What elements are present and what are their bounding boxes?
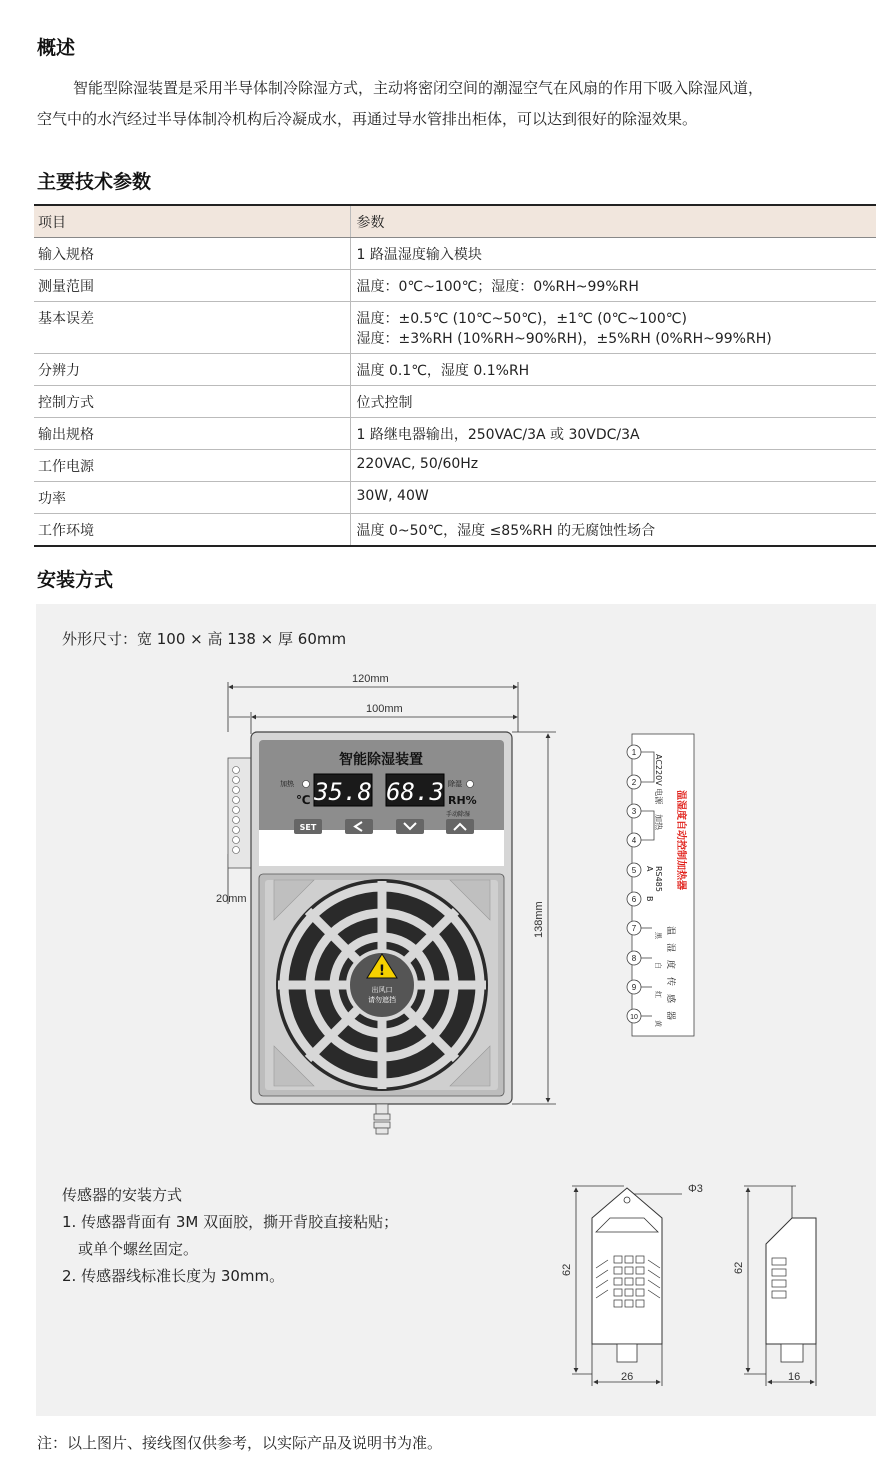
spec-item: 分辨力 — [34, 354, 350, 386]
overview-line-1: 智能型除湿装置是采用半导体制冷除湿方式，主动将密闭空间的潮湿空气在风扇的作用下吸入除湿风道， — [73, 79, 764, 97]
heater-label: 加热 — [654, 814, 663, 830]
sensor-width-1: 26 — [621, 1371, 634, 1383]
spec-param: 1 路温湿度输入模块 — [350, 238, 876, 270]
sensor-wiring-label: 温湿度传感器 — [665, 926, 675, 1029]
drain-pipe — [374, 1104, 390, 1134]
wire-color-4: 黄 — [654, 1020, 662, 1027]
sensor-install-item-1b: 或单个螺丝固定。 — [78, 1240, 199, 1258]
dehum-label: 除湿 — [448, 780, 462, 788]
terminal-1: 1 — [631, 748, 637, 757]
spec-item: 基本误差 — [34, 302, 350, 354]
temp-unit: ℃ — [296, 793, 311, 807]
dim-20: 20mm — [216, 893, 247, 905]
spec-param: 220VAC, 50/60Hz — [350, 450, 876, 482]
table-row — [34, 302, 876, 354]
heat-led-icon — [303, 781, 310, 788]
spec-item: 输出规格 — [34, 418, 350, 450]
terminal-10: 10 — [630, 1014, 638, 1021]
set-button[interactable] — [294, 819, 322, 834]
wire-color-2: 白 — [654, 962, 662, 969]
spec-param-line-1: 温度：±0.5℃ (10℃~50℃)，±1℃ (0℃~100℃) — [356, 311, 687, 327]
spec-param: 温度 0~50℃，湿度 ≤85%RH 的无腐蚀性场合 — [350, 514, 876, 547]
sensor-phi: Φ3 — [688, 1183, 703, 1195]
overview-line-2: 空气中的水汽经过半导体制冷机构后冷凝成水，再通过导水管排出柜体，可以达到很好的除湿效果。 — [37, 110, 698, 128]
warning-line-2: 请勿遮挡 — [368, 996, 396, 1004]
spec-item: 测量范围 — [34, 270, 350, 302]
overview-paragraph — [37, 73, 877, 135]
terminal-4: 4 — [631, 836, 637, 845]
install-panel — [36, 604, 876, 1416]
spec-item: 工作环境 — [34, 514, 350, 547]
spec-table-header — [34, 205, 876, 238]
spec-item: 工作电源 — [34, 450, 350, 482]
wire-color-3: 红 — [654, 991, 662, 998]
sensor-install-title: 传感器的安装方式 — [62, 1186, 183, 1204]
hum-value: 68.3 — [386, 778, 444, 806]
spec-param — [350, 302, 876, 354]
svg-text:!: ! — [378, 963, 386, 979]
spec-param: 30W, 40W — [350, 482, 876, 514]
wire-color-1: 黑 — [654, 932, 662, 939]
table-row — [34, 418, 876, 450]
hum-unit: RH% — [448, 794, 477, 807]
device-title: 智能除湿装置 — [339, 751, 423, 767]
set-button-label: SET — [299, 823, 317, 832]
sensor-height-2: 62 — [733, 1261, 745, 1274]
terminal-3: 3 — [631, 807, 637, 816]
table-row — [34, 450, 876, 482]
spec-item: 控制方式 — [34, 386, 350, 418]
wiring-diagram — [627, 734, 694, 1036]
heat-label: 加热 — [280, 780, 294, 788]
power-label: AC220V 电源 — [654, 754, 663, 805]
sensor-width-2: 16 — [788, 1371, 801, 1383]
spec-table — [34, 204, 876, 547]
spec-param: 1 路继电器输出，250VAC/3A 或 30VDC/3A — [350, 418, 876, 450]
rs485-label: RS485 — [654, 866, 663, 892]
install-drawing — [36, 604, 876, 1416]
table-row — [34, 270, 876, 302]
sensor-front-drawing — [572, 1186, 682, 1386]
table-row — [34, 354, 876, 386]
fan-grille-icon — [276, 879, 488, 1091]
dim-100: 100mm — [366, 703, 403, 715]
terminal-5: 5 — [631, 866, 637, 875]
overview-heading: 概述 — [37, 37, 76, 59]
manual-label: 手动除湿 — [446, 811, 471, 818]
spec-param: 位式控制 — [350, 386, 876, 418]
terminal-7: 7 — [631, 924, 637, 933]
spec-param: 温度：0℃~100℃；湿度：0%RH~99%RH — [350, 270, 876, 302]
sensor-side-drawing — [744, 1186, 816, 1386]
table-row — [34, 482, 876, 514]
spec-param: 温度 0.1℃，湿度 0.1%RH — [350, 354, 876, 386]
terminal-8: 8 — [631, 954, 637, 963]
terminal-6: 6 — [631, 895, 637, 904]
spec-item: 功率 — [34, 482, 350, 514]
up-button[interactable] — [446, 819, 474, 834]
specs-heading: 主要技术参数 — [37, 171, 152, 193]
table-row — [34, 238, 876, 270]
table-row — [34, 386, 876, 418]
dim-120: 120mm — [352, 673, 389, 685]
down-button[interactable] — [396, 819, 424, 834]
dim-138: 138mm — [533, 901, 545, 938]
dehum-led-icon — [467, 781, 474, 788]
sensor-install-item-1: 1. 传感器背面有 3M 双面胶，撕开背胶直接粘贴； — [62, 1213, 399, 1231]
red-note: 温湿度自动控制加热器 — [675, 790, 686, 890]
terminal-9: 9 — [631, 983, 637, 992]
terminal-block — [228, 758, 251, 868]
table-row — [34, 514, 876, 547]
dimensions-text: 外形尺寸：宽 100 × 高 138 × 厚 60mm — [62, 630, 347, 648]
temp-value: 35.8 — [314, 778, 372, 806]
sensor-height-1: 62 — [561, 1263, 573, 1276]
rs485-a-label: A — [645, 866, 654, 872]
col-param-header: 参数 — [350, 205, 876, 238]
sensor-install-item-2: 2. 传感器线标准长度为 30mm。 — [62, 1267, 285, 1285]
col-item-header: 项目 — [34, 205, 350, 238]
left-button[interactable] — [345, 819, 373, 834]
warning-line-1: 出风口 — [371, 986, 393, 994]
rs485-b-label: B — [645, 896, 654, 902]
footer-note: 注：以上图片、接线图仅供参考，以实际产品及说明书为准。 — [37, 1434, 443, 1452]
spec-param-line-2: 湿度：±3%RH (10%RH~90%RH)，±5%RH (0%RH~99%RH) — [356, 331, 772, 347]
spec-item: 输入规格 — [34, 238, 350, 270]
install-heading: 安装方式 — [37, 569, 114, 591]
terminal-2: 2 — [631, 778, 637, 787]
